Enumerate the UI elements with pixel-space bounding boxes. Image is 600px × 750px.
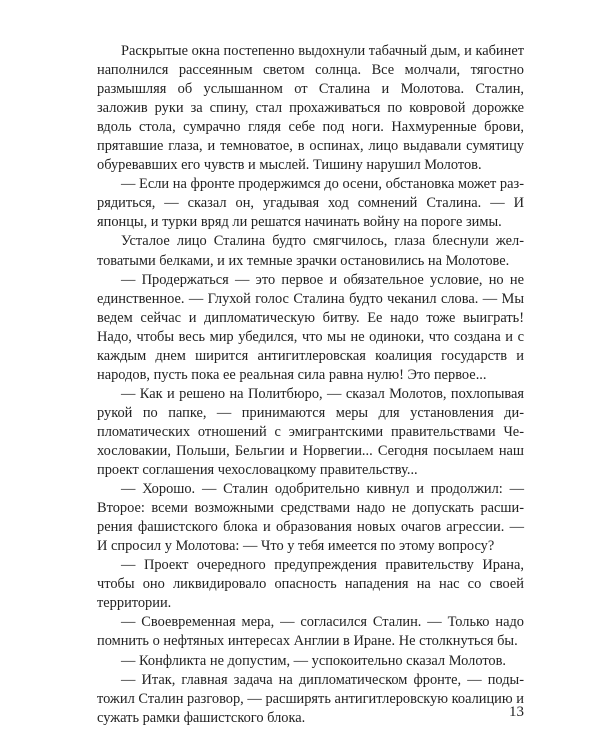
paragraph-2: — Если на фронте продержимся до осени, обстановка может разрядиться, — сказал он, угадывая ход сомнений Сталина. — И японцы, и турки вряд ли решатся начинать войну на пороге зимы. (97, 176, 524, 231)
paragraph-9: — Конфликта не допустим, — успокоительно сказал Молотов. (121, 652, 507, 669)
paragraph-6: — Хорошо. — Сталин одобрительно кивнул и продолжил: — Второе: всеми возможными средствами надо не допускать расширения фашистского блока и образования новых очагов агрессии. — И спросил у Молотова: — Что у тебя имеется по этому вопросу? (97, 481, 524, 555)
paragraph-7: — Проект очередного предупреждения правительству Ирана, чтобы оно ликвидировало опасность нападения на нас со своей территории. (97, 557, 524, 612)
paragraph-4: — Продержаться — это первое и обязательное условие, но не единственное. — Глухой голос Сталина будто чеканил слова. — Мы ведем сейчас и дипломатическую битву. Ее надо тоже выиграть! Надо, чтобы весь мир убедился, что мы не одиноки, что создана и с каждым днем ширится антигитлеровская коалиция государств и народов, пусть пока ее реальная сила равна нулю! Это первое... (97, 271, 524, 383)
paragraph-10: — Итак, главная задача на дипломатическом фронте, — подытожил Сталин разговор, — расширять антигитлеровскую коалицию и сужать рамки фашистского блока. (97, 671, 524, 726)
page-number: 13 (509, 704, 524, 720)
paragraph-1: Раскрытые окна постепенно выдохнули табачный дым, и кабинет наполнился рассеянным светом солнца. Все молчали, тягостно размышляя об услышанном от Сталина и Молотова. Сталин, заложив руки за спину, стал прохаживаться по ковровой дорожке вдоль стола, сумрачно глядя себе под ноги. Нахмуренные брови, прятавшие глаза, и темноватое, в оспинах, лицо выдавали сумятицу обуревавших его чувств и мыслей. Тишину нарушил Молотов. (97, 43, 524, 174)
book-page-text (97, 42, 524, 728)
paragraph-8: — Своевременная мера, — согласился Сталин. — Только надо помнить о нефтяных интересах Англии в Иране. Не столкнуться бы. (97, 614, 524, 650)
paragraph-3: Усталое лицо Сталина будто смягчилось, глаза блеснули желтоватыми белками, и их темные зрачки остановились на Молотове. (97, 233, 524, 269)
paragraph-5: — Как и решено на Политбюро, — сказал Молотов, похлопывая рукой по папке, — принимаются меры для установления дипломатических отношений с эмигрантскими правительствами Чехословакии, Польши, Бельгии и Норвегии... Сегодня посылаем наш проект соглашения чехословацкому правительству... (97, 385, 524, 479)
